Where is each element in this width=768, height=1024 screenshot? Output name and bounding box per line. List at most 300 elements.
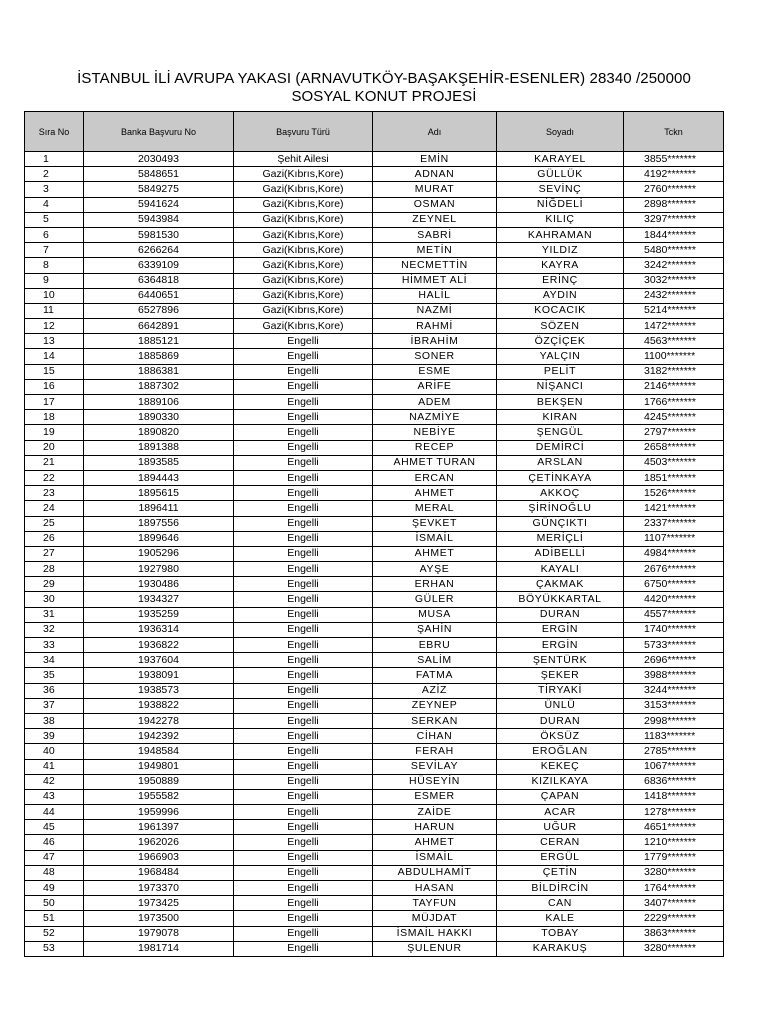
soyadi-cell: SEVİNÇ [497, 182, 624, 197]
basvuru-turu-cell: Gazi(Kıbrıs,Kore) [234, 167, 373, 182]
banka-basvuru-no-cell: 1895615 [84, 486, 234, 501]
banka-basvuru-no-cell: 1950889 [84, 774, 234, 789]
banka-basvuru-no-cell: 1887302 [84, 379, 234, 394]
tckn-cell: 1472******* [624, 319, 724, 334]
banka-basvuru-no-cell: 1889106 [84, 395, 234, 410]
soyadi-cell: ÖKSÜZ [497, 729, 624, 744]
banka-basvuru-no-cell: 1938573 [84, 683, 234, 698]
banka-basvuru-no-cell: 1942392 [84, 729, 234, 744]
tckn-cell: 3988******* [624, 668, 724, 683]
header-basvuru-turu: Başvuru Türü [234, 112, 373, 152]
table-row [25, 896, 724, 911]
basvuru-turu-cell: Engelli [234, 865, 373, 880]
basvuru-turu-cell: Engelli [234, 713, 373, 728]
basvuru-turu-cell: Gazi(Kıbrıs,Kore) [234, 258, 373, 273]
table-row [25, 729, 724, 744]
adi-cell: OSMAN [373, 197, 497, 212]
banka-basvuru-no-cell: 1966903 [84, 850, 234, 865]
banka-basvuru-no-cell: 5848651 [84, 167, 234, 182]
sira-no-cell: 48 [25, 865, 84, 880]
tckn-cell: 2785******* [624, 744, 724, 759]
banka-basvuru-no-cell: 1959996 [84, 805, 234, 820]
soyadi-cell: KOCACIK [497, 303, 624, 318]
sira-no-cell: 41 [25, 759, 84, 774]
tckn-cell: 4503******* [624, 455, 724, 470]
banka-basvuru-no-cell: 1885869 [84, 349, 234, 364]
basvuru-turu-cell: Engelli [234, 379, 373, 394]
tckn-cell: 2998******* [624, 713, 724, 728]
tckn-cell: 3280******* [624, 865, 724, 880]
table-row [25, 395, 724, 410]
banka-basvuru-no-cell: 1896411 [84, 501, 234, 516]
adi-cell: SEVİLAY [373, 759, 497, 774]
table-row [25, 501, 724, 516]
banka-basvuru-no-cell: 1938822 [84, 698, 234, 713]
banka-basvuru-no-cell: 6527896 [84, 303, 234, 318]
basvuru-turu-cell: Engelli [234, 607, 373, 622]
table-row [25, 379, 724, 394]
banka-basvuru-no-cell: 1936314 [84, 622, 234, 637]
adi-cell: ESMER [373, 789, 497, 804]
adi-cell: HİMMET ALİ [373, 273, 497, 288]
table-row [25, 592, 724, 607]
sira-no-cell: 29 [25, 577, 84, 592]
banka-basvuru-no-cell: 5943984 [84, 212, 234, 227]
basvuru-turu-cell: Engelli [234, 850, 373, 865]
sira-no-cell: 31 [25, 607, 84, 622]
banka-basvuru-no-cell: 1891388 [84, 440, 234, 455]
basvuru-turu-cell: Engelli [234, 789, 373, 804]
sira-no-cell: 20 [25, 440, 84, 455]
basvuru-turu-cell: Engelli [234, 455, 373, 470]
adi-cell: AHMET [373, 546, 497, 561]
table-row [25, 167, 724, 182]
adi-cell: METİN [373, 243, 497, 258]
soyadi-cell: KILIÇ [497, 212, 624, 227]
soyadi-cell: ERGİN [497, 638, 624, 653]
sira-no-cell: 15 [25, 364, 84, 379]
tckn-cell: 4651******* [624, 820, 724, 835]
banka-basvuru-no-cell: 6440651 [84, 288, 234, 303]
banka-basvuru-no-cell: 1890820 [84, 425, 234, 440]
sira-no-cell: 39 [25, 729, 84, 744]
banka-basvuru-no-cell: 1973500 [84, 911, 234, 926]
basvuru-turu-cell: Gazi(Kıbrıs,Kore) [234, 273, 373, 288]
sira-no-cell: 8 [25, 258, 84, 273]
basvuru-turu-cell: Engelli [234, 592, 373, 607]
table-row [25, 774, 724, 789]
banka-basvuru-no-cell: 1890330 [84, 410, 234, 425]
sira-no-cell: 9 [25, 273, 84, 288]
adi-cell: MÜJDAT [373, 911, 497, 926]
table-row [25, 865, 724, 880]
adi-cell: AYŞE [373, 562, 497, 577]
sira-no-cell: 42 [25, 774, 84, 789]
adi-cell: SONER [373, 349, 497, 364]
table-row [25, 212, 724, 227]
basvuru-turu-cell: Engelli [234, 729, 373, 744]
basvuru-turu-cell: Engelli [234, 349, 373, 364]
tckn-cell: 4420******* [624, 592, 724, 607]
tckn-cell: 3280******* [624, 941, 724, 956]
tckn-cell: 4563******* [624, 334, 724, 349]
adi-cell: AZİZ [373, 683, 497, 698]
basvuru-turu-cell: Engelli [234, 805, 373, 820]
adi-cell: ŞEVKET [373, 516, 497, 531]
adi-cell: SALİM [373, 653, 497, 668]
table-row [25, 744, 724, 759]
table-row [25, 531, 724, 546]
basvuru-turu-cell: Engelli [234, 774, 373, 789]
basvuru-turu-cell: Gazi(Kıbrıs,Kore) [234, 197, 373, 212]
table-row [25, 546, 724, 561]
tckn-cell: 1844******* [624, 227, 724, 242]
basvuru-turu-cell: Gazi(Kıbrıs,Kore) [234, 243, 373, 258]
tckn-cell: 3855******* [624, 152, 724, 167]
adi-cell: MERAL [373, 501, 497, 516]
basvuru-turu-cell: Engelli [234, 638, 373, 653]
soyadi-cell: KAYALI [497, 562, 624, 577]
adi-cell: İSMAİL [373, 850, 497, 865]
header-banka-basvuru-no: Banka Başvuru No [84, 112, 234, 152]
adi-cell: İSMAİL HAKKI [373, 926, 497, 941]
banka-basvuru-no-cell: 1942278 [84, 713, 234, 728]
table-row [25, 622, 724, 637]
soyadi-cell: KALE [497, 911, 624, 926]
soyadi-cell: EROĞLAN [497, 744, 624, 759]
adi-cell: FATMA [373, 668, 497, 683]
sira-no-cell: 43 [25, 789, 84, 804]
adi-cell: ADNAN [373, 167, 497, 182]
basvuru-turu-cell: Gazi(Kıbrıs,Kore) [234, 227, 373, 242]
tckn-cell: 3153******* [624, 698, 724, 713]
soyadi-cell: SÖZEN [497, 319, 624, 334]
sira-no-cell: 52 [25, 926, 84, 941]
tckn-cell: 2760******* [624, 182, 724, 197]
table-row [25, 911, 724, 926]
tckn-cell: 4192******* [624, 167, 724, 182]
adi-cell: İSMAİL [373, 531, 497, 546]
sira-no-cell: 46 [25, 835, 84, 850]
soyadi-cell: ERGÜL [497, 850, 624, 865]
table-row [25, 820, 724, 835]
adi-cell: SERKAN [373, 713, 497, 728]
soyadi-cell: KARAKUŞ [497, 941, 624, 956]
banka-basvuru-no-cell: 1886381 [84, 364, 234, 379]
tckn-cell: 5214******* [624, 303, 724, 318]
banka-basvuru-no-cell: 1893585 [84, 455, 234, 470]
tckn-cell: 3297******* [624, 212, 724, 227]
adi-cell: CİHAN [373, 729, 497, 744]
sira-no-cell: 36 [25, 683, 84, 698]
soyadi-cell: UĞUR [497, 820, 624, 835]
table-row [25, 349, 724, 364]
sira-no-cell: 23 [25, 486, 84, 501]
sira-no-cell: 13 [25, 334, 84, 349]
soyadi-cell: AKKOÇ [497, 486, 624, 501]
table-row [25, 668, 724, 683]
soyadi-cell: ACAR [497, 805, 624, 820]
tckn-cell: 6836******* [624, 774, 724, 789]
table-row [25, 789, 724, 804]
basvuru-turu-cell: Gazi(Kıbrıs,Kore) [234, 212, 373, 227]
sira-no-cell: 4 [25, 197, 84, 212]
banka-basvuru-no-cell: 1955582 [84, 789, 234, 804]
banka-basvuru-no-cell: 1981714 [84, 941, 234, 956]
soyadi-cell: GÜLLÜK [497, 167, 624, 182]
banka-basvuru-no-cell: 1897556 [84, 516, 234, 531]
soyadi-cell: NİĞDELİ [497, 197, 624, 212]
table-body [25, 152, 724, 957]
adi-cell: İBRAHİM [373, 334, 497, 349]
table-row [25, 835, 724, 850]
tckn-cell: 3242******* [624, 258, 724, 273]
banka-basvuru-no-cell: 1930486 [84, 577, 234, 592]
sira-no-cell: 11 [25, 303, 84, 318]
soyadi-cell: NİŞANCI [497, 379, 624, 394]
adi-cell: NAZMİYE [373, 410, 497, 425]
adi-cell: SABRİ [373, 227, 497, 242]
banka-basvuru-no-cell: 1935259 [84, 607, 234, 622]
basvuru-turu-cell: Engelli [234, 395, 373, 410]
table-row [25, 227, 724, 242]
document-title: İSTANBUL İLİ AVRUPA YAKASI (ARNAVUTKÖY-BAŞAKŞEHİR-ESENLER) 28340 /250000 [77, 70, 691, 87]
soyadi-cell: YALÇIN [497, 349, 624, 364]
tckn-cell: 2898******* [624, 197, 724, 212]
table-row [25, 881, 724, 896]
adi-cell: HÜSEYİN [373, 774, 497, 789]
soyadi-cell: ÇAKMAK [497, 577, 624, 592]
soyadi-cell: ÖZÇİÇEK [497, 334, 624, 349]
table-row [25, 455, 724, 470]
adi-cell: AHMET [373, 835, 497, 850]
tckn-cell: 2676******* [624, 562, 724, 577]
sira-no-cell: 21 [25, 455, 84, 470]
basvuru-turu-cell: Engelli [234, 698, 373, 713]
banka-basvuru-no-cell: 5941624 [84, 197, 234, 212]
table-row [25, 364, 724, 379]
adi-cell: GÜLER [373, 592, 497, 607]
soyadi-cell: DURAN [497, 607, 624, 622]
adi-cell: ERHAN [373, 577, 497, 592]
sira-no-cell: 37 [25, 698, 84, 713]
adi-cell: ZAİDE [373, 805, 497, 820]
adi-cell: ZEYNEP [373, 698, 497, 713]
basvuru-turu-cell: Engelli [234, 486, 373, 501]
table-row [25, 759, 724, 774]
tckn-cell: 3863******* [624, 926, 724, 941]
tckn-cell: 1764******* [624, 881, 724, 896]
tckn-cell: 1100******* [624, 349, 724, 364]
soyadi-cell: ARSLAN [497, 455, 624, 470]
basvuru-turu-cell: Engelli [234, 668, 373, 683]
basvuru-turu-cell: Engelli [234, 425, 373, 440]
soyadi-cell: ÇETİN [497, 865, 624, 880]
soyadi-cell: CERAN [497, 835, 624, 850]
basvuru-turu-cell: Engelli [234, 410, 373, 425]
soyadi-cell: PELİT [497, 364, 624, 379]
banka-basvuru-no-cell: 1961397 [84, 820, 234, 835]
tckn-cell: 1278******* [624, 805, 724, 820]
table-row [25, 577, 724, 592]
soyadi-cell: GÜNÇIKTI [497, 516, 624, 531]
sira-no-cell: 40 [25, 744, 84, 759]
tckn-cell: 3032******* [624, 273, 724, 288]
header-adi: Adı [373, 112, 497, 152]
sira-no-cell: 49 [25, 881, 84, 896]
tckn-cell: 1421******* [624, 501, 724, 516]
adi-cell: HALİL [373, 288, 497, 303]
soyadi-cell: AYDIN [497, 288, 624, 303]
table-row [25, 516, 724, 531]
basvuru-turu-cell: Engelli [234, 896, 373, 911]
basvuru-turu-cell: Engelli [234, 759, 373, 774]
tckn-cell: 5733******* [624, 638, 724, 653]
table-row [25, 273, 724, 288]
tckn-cell: 2696******* [624, 653, 724, 668]
basvuru-turu-cell: Engelli [234, 516, 373, 531]
banka-basvuru-no-cell: 1905296 [84, 546, 234, 561]
sira-no-cell: 22 [25, 470, 84, 485]
adi-cell: RECEP [373, 440, 497, 455]
soyadi-cell: ŞENGÜL [497, 425, 624, 440]
table-row [25, 683, 724, 698]
banka-basvuru-no-cell: 5849275 [84, 182, 234, 197]
sira-no-cell: 50 [25, 896, 84, 911]
basvuru-turu-cell: Gazi(Kıbrıs,Kore) [234, 303, 373, 318]
table-row [25, 486, 724, 501]
sira-no-cell: 30 [25, 592, 84, 607]
table-header-row [25, 112, 724, 152]
basvuru-turu-cell: Engelli [234, 941, 373, 956]
banka-basvuru-no-cell: 6642891 [84, 319, 234, 334]
tckn-cell: 2658******* [624, 440, 724, 455]
tckn-cell: 1210******* [624, 835, 724, 850]
sira-no-cell: 26 [25, 531, 84, 546]
adi-cell: AHMET TURAN [373, 455, 497, 470]
table-row [25, 197, 724, 212]
sira-no-cell: 17 [25, 395, 84, 410]
banka-basvuru-no-cell: 6339109 [84, 258, 234, 273]
banka-basvuru-no-cell: 1968484 [84, 865, 234, 880]
table-row [25, 926, 724, 941]
soyadi-cell: TOBAY [497, 926, 624, 941]
soyadi-cell: KEKEÇ [497, 759, 624, 774]
adi-cell: ERCAN [373, 470, 497, 485]
table-row [25, 941, 724, 956]
soyadi-cell: ERİNÇ [497, 273, 624, 288]
tckn-cell: 3407******* [624, 896, 724, 911]
adi-cell: RAHMİ [373, 319, 497, 334]
banka-basvuru-no-cell: 5981530 [84, 227, 234, 242]
sira-no-cell: 47 [25, 850, 84, 865]
banka-basvuru-no-cell: 1899646 [84, 531, 234, 546]
soyadi-cell: ŞİRİNOĞLU [497, 501, 624, 516]
banka-basvuru-no-cell: 1927980 [84, 562, 234, 577]
sira-no-cell: 18 [25, 410, 84, 425]
banka-basvuru-no-cell: 1894443 [84, 470, 234, 485]
basvuru-turu-cell: Engelli [234, 683, 373, 698]
banka-basvuru-no-cell: 1949801 [84, 759, 234, 774]
sira-no-cell: 53 [25, 941, 84, 956]
table-row [25, 243, 724, 258]
soyadi-cell: ŞENTÜRK [497, 653, 624, 668]
adi-cell: HARUN [373, 820, 497, 835]
adi-cell: FERAH [373, 744, 497, 759]
soyadi-cell: ERGİN [497, 622, 624, 637]
header-soyadi: Soyadı [497, 112, 624, 152]
basvuru-turu-cell: Engelli [234, 440, 373, 455]
adi-cell: ESME [373, 364, 497, 379]
banka-basvuru-no-cell: 1973370 [84, 881, 234, 896]
banka-basvuru-no-cell: 1934327 [84, 592, 234, 607]
sira-no-cell: 24 [25, 501, 84, 516]
soyadi-cell: CAN [497, 896, 624, 911]
soyadi-cell: KIZILKAYA [497, 774, 624, 789]
soyadi-cell: ÇETİNKAYA [497, 470, 624, 485]
table-row [25, 334, 724, 349]
table-row [25, 653, 724, 668]
basvuru-turu-cell: Engelli [234, 334, 373, 349]
sira-no-cell: 33 [25, 638, 84, 653]
tckn-cell: 2337******* [624, 516, 724, 531]
banka-basvuru-no-cell: 2030493 [84, 152, 234, 167]
sira-no-cell: 1 [25, 152, 84, 167]
sira-no-cell: 51 [25, 911, 84, 926]
basvuru-turu-cell: Gazi(Kıbrıs,Kore) [234, 182, 373, 197]
table-row [25, 607, 724, 622]
basvuru-turu-cell: Engelli [234, 562, 373, 577]
sira-no-cell: 12 [25, 319, 84, 334]
adi-cell: ŞULENUR [373, 941, 497, 956]
soyadi-cell: ÇAPAN [497, 789, 624, 804]
banka-basvuru-no-cell: 1936822 [84, 638, 234, 653]
tckn-cell: 1779******* [624, 850, 724, 865]
table-row [25, 425, 724, 440]
sira-no-cell: 5 [25, 212, 84, 227]
soyadi-cell: DURAN [497, 713, 624, 728]
banka-basvuru-no-cell: 6364818 [84, 273, 234, 288]
sira-no-cell: 27 [25, 546, 84, 561]
soyadi-cell: KARAYEL [497, 152, 624, 167]
soyadi-cell: BİLDİRCİN [497, 881, 624, 896]
basvuru-turu-cell: Engelli [234, 577, 373, 592]
tckn-cell: 6750******* [624, 577, 724, 592]
adi-cell: ZEYNEL [373, 212, 497, 227]
basvuru-turu-cell: Engelli [234, 531, 373, 546]
tckn-cell: 1107******* [624, 531, 724, 546]
basvuru-turu-cell: Engelli [234, 881, 373, 896]
sira-no-cell: 6 [25, 227, 84, 242]
tckn-cell: 2229******* [624, 911, 724, 926]
basvuru-turu-cell: Engelli [234, 911, 373, 926]
soyadi-cell: DEMİRCİ [497, 440, 624, 455]
table-row [25, 850, 724, 865]
soyadi-cell: KAHRAMAN [497, 227, 624, 242]
tckn-cell: 4557******* [624, 607, 724, 622]
sira-no-cell: 16 [25, 379, 84, 394]
sira-no-cell: 32 [25, 622, 84, 637]
adi-cell: TAYFUN [373, 896, 497, 911]
basvuru-turu-cell: Engelli [234, 926, 373, 941]
adi-cell: ARİFE [373, 379, 497, 394]
tckn-cell: 3244******* [624, 683, 724, 698]
table-row [25, 319, 724, 334]
table-row [25, 805, 724, 820]
basvuru-turu-cell: Engelli [234, 653, 373, 668]
adi-cell: NEBİYE [373, 425, 497, 440]
adi-cell: HASAN [373, 881, 497, 896]
